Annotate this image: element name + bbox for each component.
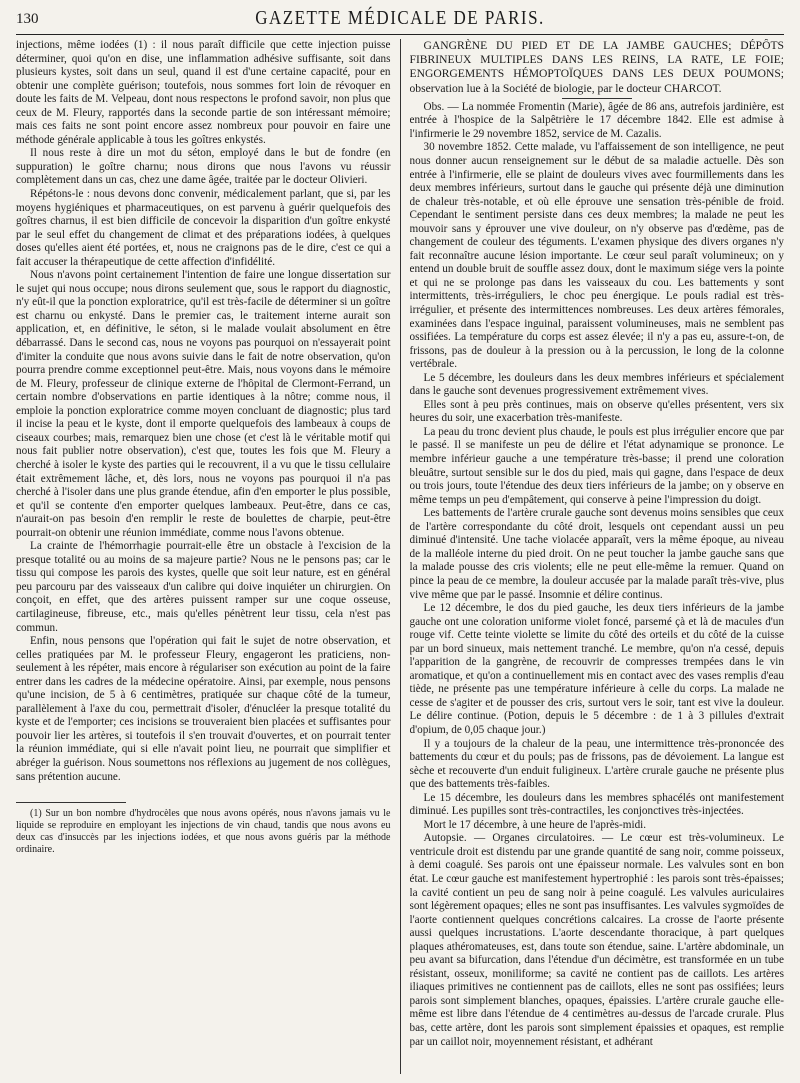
column-divider bbox=[400, 39, 401, 1074]
two-column-body bbox=[16, 39, 784, 1074]
paragraph: Autopsie. — Organes circulatoires. — Le cœur est très-volumineux. Le ventricule droit est distendu par une grande quantité de sang noir, comme poisseux, à demi coagulé. Ses parois ont une épaisseur normale. Les valvules sont en bon état. Le cœur gauche est manifestement hypertrophié : les parois sont très-épaisses; la cavité contient un peu de sang noir à peine coagulé. Les valvules auriculaires sont légèrement opaques; elles ne sont pas insuffisantes. Les valvules sygmoïdes de l'aorte contiennent quelques concrétions calcaires. La crosse de l'aorte présente aussi quelques incrustations. L'aorte descendante thoracique, à part quelques plaques athéromateuses, est, dans toute son étendue, saine. L'artère abdominale, un peu avant sa bifurcation, dans l'étendue d'un décimètre, est transformée en un tube résistant, osseux, moniliforme; sa cavité ne contient pas de caillots. Les artères iliaques primitives ne contiennent pas de caillots, elles ne sont pas ossifiées; leurs parois sont simplement blanches, opaques, épaissies. L'artère crurale gauche elle-même est libre dans l'étendue de 4 centimètres au-dessus de l'arcade crurale. Plus bas, cette artère, dont les parois sont simplement épaissies et opaques, est remplie par un caillot noir, moyennement résistant, et adhérant bbox=[409, 832, 784, 1048]
article-heading: GANGRÈNE DU PIED ET DE LA JAMBE GAUCHES; DÉPÔTS FIBRINEUX MULTIPLES DANS LES REINS, LA RATE, LE FOIE; ENGORGEMENTS HÉMOPTOÏQUES DANS LES DEUX POUMONS; observation lue à la Société de biologie, par le docteur CHARCOT. bbox=[409, 39, 784, 95]
paragraph: Le 15 décembre, les douleurs dans les membres sphacélés ont manifestement diminué. Les pupilles sont très-contractiles, les conjonctives très-injectées. bbox=[409, 791, 784, 818]
paragraph: Le 5 décembre, les douleurs dans les deux membres inférieurs et spécialement dans le gauche sont devenues progressivement extrêmement vives. bbox=[409, 371, 784, 398]
paragraph: La peau du tronc devient plus chaude, le pouls est plus irrégulier encore que par le passé. Il se manifeste un peu de délire et l'état adynamique se prononce. Le membre inférieur gauche a une température très-basse; il prend une coloration bleuâtre, surtout sensible sur le dos du pied, mais qui gagne, dans l'espace de deux ou trois jours, toute l'étendue des deux tiers inférieurs de la jambe; on y observe en même temps un peu d'empâtement, qui conserve à peine l'impression du doigt. bbox=[409, 425, 784, 506]
journal-title: GAZETTE MÉDICALE DE PARIS. bbox=[255, 6, 545, 29]
paragraph: Les battements de l'artère crurale gauche sont devenus moins sensibles que ceux de l'artère correspondante du côté droit, lesquels ont cependant aussi un peu diminué d'intensité. Une tache violacée apparaît, vers la même époque, au niveau de la malléole interne du pied droit. On ne peut toucher la jambe gauche sans que la malade pousse des cris violents; elle ne peut elle-même la remuer. Quand on pince la peau de ce membre, la douleur accusée par la malade paraît très-vive, plus vive même que par le passé. Insomnie et délire continus. bbox=[409, 507, 784, 601]
footnote-rule bbox=[16, 802, 126, 803]
paragraph: Nous n'avons point certainement l'intention de faire une longue dissertation sur le sujet qui nous occupe; nous dirons seulement que, sous le rapport du diagnostic, n'y eût-il que la ponction exploratrice, qu'il est très-facile de déterminer si un goître est charnu ou enkysté. Dans le premier cas, le traitement interne aurait son application, et, en définitive, le séton, si le malade voulait absolument en être débarrassé. Dans le second cas, nous ne voyons pas pourquoi on n'essayerait point d'imiter la conduite que nous avons suivie dans le fait de notre observation, qu'on pourra prendre comme exceptionnel peut-être. Mais, nous voyons dans le mémoire de M. Fleury, professeur de clinique externe de l'hôpital de Clermont-Ferrand, un certain nombre d'observations en partie identiques à la nôtre; comme nous, il emploie la ponction exploratrice comme moyen concluant de diagnostic; plus tard il incise la peau et le kyste, dont il emporte quelquefois des lambeaux à coups de ciseaux courbes; mais, remarquez bien une chose (et c'est là le véritable motif qui nous fait publier notre observation), c'est que, toutes les fois que M. Fleury a cherché à isoler le kyste des parties qui le recouvrent, il a vu que le tissu cellulaire était extrêmement lâche, et, dès lors, nous ne voyons pas pourquoi il n'a pas cherché à l'isoler dans une plus grande étendue, afin d'en emporter le plus possible, et qu'il se contente d'en emporter quelques lambeaux. Peut-être, dans ce cas, n'aurait-on pas besoin d'en remplir le reste de boulettes de charpie, peut-être pourrait-on obtenir une réunion immédiate, comme nous l'avons obtenue. bbox=[16, 269, 391, 539]
paragraph: Obs. — La nommée Fromentin (Marie), âgée de 86 ans, autrefois jardinière, est entrée à l'hospice de la Salpêtrière le 17 décembre 1842. Elle est admise à l'infirmerie le 29 novembre 1852, service de M. Cazalis. bbox=[409, 100, 784, 140]
heading-rule bbox=[562, 98, 632, 99]
paragraph: Elles sont à peu près continues, mais on observe qu'elles présentent, vers six heures du soir, une exacerbation très-manifeste. bbox=[409, 398, 784, 425]
paragraph: Enfin, nous pensons que l'opération qui fait le sujet de notre observation, et celles pratiquées par M. le professeur Fleury, engageront les praticiens, non-seulement à les répéter, mais encore à régulariser son exécution au point de la faire entrer dans les cadres de la médecine opératoire. Ainsi, par exemple, nous pensons qu'une incision, de 5 à 6 centimètres, pratiquée sur chaque côté de la tumeur, parallèlement à l'axe du cou, permettrait d'isoler, d'énucléer la presque totalité du kyste et de l'emporter; ces incisions se trouveraient bien placées et suffisantes pour pouvoir lier les artères, si toutefois il s'en trouvait d'ouvertes, et on pourrait tenter la réunion immédiate, qui si elle n'avait point lieu, ne pourrait que simplifier et abréger la guérison. Nous soumettons nos réflexions au jugement de nos collègues, sans prétention aucune. bbox=[16, 635, 391, 783]
page-header bbox=[16, 8, 784, 35]
paragraph: Mort le 17 décembre, à une heure de l'après-midi. bbox=[423, 818, 647, 831]
paragraph: Répétons-le : nous devons donc convenir, médicalement parlant, que si, par les moyens hygiéniques et pharmaceutiques, on est parvenu à guérir quelquefois des goîtres charnus, il est bien difficile de concevoir la disparition d'un goître enkysté par le seul effet du changement de climat et des préparations iodées, à quelques doses qu'elles aient été portées, et, nous ne craignons pas de le dire, c'est ce qui a fait accuser la thérapeutique de cette affection d'infidélité. bbox=[16, 188, 391, 268]
right-column bbox=[410, 39, 785, 1074]
paragraph: 30 novembre 1852. Cette malade, vu l'affaissement de son intelligence, ne peut nous donner aucun renseignement sur le début de sa maladie actuelle. Dès son entrée à l'infirmerie, elle se plaint de douleurs vives avec fourmillements dans les deux membres inférieurs, surtout dans le gauche qui présente déjà une diminution de chaleur très-notable, et où elle éprouve une sensation très-pénible de froid. Cependant le sentiment persiste dans ces deux membres; la malade ne peut les mouvoir sans y éprouver une vive douleur, on n'y observe pas d'œdème, pas de changement de couleur des téguments. L'examen physique des divers organes n'y fait reconnaître aucune lésion importante. Le cœur seul paraît volumineux; on y entend un double bruit de souffle assez doux, dont le maximum siége vers la pointe et qui ne se prolonge pas dans les vaisseaux du cou. Les battements y sont intermittents, très-irréguliers, le choc peu énergique. Le pouls radial est très-irrégulier, et présente des intermittences nombreuses. Les deux artères fémorales, examinées dans l'espace inguinal, paraissent volumineuses, mais ne semblent pas ossifiées. La température du corps est assez élevée; il n'y a pas eu, assure-t-on, de frissons, pas de douleur à la pression ou à la percussion, le long de la colonne vertébrale. bbox=[409, 141, 784, 371]
left-column bbox=[16, 39, 391, 1074]
paragraph: Le 12 décembre, le dos du pied gauche, les deux tiers inférieurs de la jambe gauche ont une coloration uniforme violet foncé, parsemé çà et là de macules d'un rouge vif. Cette teinte violette se limite du côté des orteils et du côté de la cuisse par un bord sinueux, mais nettement tranché. Le membre, qu'on n'a cessé, depuis l'apparition de la gangrène, de recouvrir de compresses trempées dans le vin aromatique, et qu'on a continuellement mis en contact avec des vases remplis d'eau tiède, ne présente pas une température inférieure à celle du corps. La malade ne cesse de s'agiter et de pousser des cris, surtout vers le soir, tant est vive la douleur. Le délire continue. (Potion, depuis le 5 décembre : de 1 à 3 pillules d'extrait d'opium, de 0,05 chaque jour.) bbox=[409, 602, 784, 736]
paragraph: La crainte de l'hémorrhagie pourrait-elle être un obstacle à l'excision de la presque totalité ou au moins de sa majeure partie? Nous ne le pensons pas; car le tissu qui compose les parois des kystes, quelle que soit leur nature, est en général peu parcouru par des vaisseaux d'un calibre qui doive inquiéter un chirurgien. On conçoit, en effet, que des artères puissent ramper sur une coque osseuse, cartilagineuse, fibreuse, etc., mais qu'elles pénètrent leur tissu, cela n'est pas commun. bbox=[16, 540, 391, 634]
paragraph: Il nous reste à dire un mot du séton, employé dans le but de fondre (en suppuration) le goître charnu; nous dirons que nous l'avons vu réussir complètement dans un cas, chez une dame âgée, traitée par le docteur Olivieri. bbox=[16, 147, 391, 187]
page-number: 130 bbox=[16, 11, 39, 27]
paragraph: injections, même iodées (1) : il nous paraît difficile que cette injection puisse déterminer, quoi qu'on en dise, une inflammation adhésive suffisante, soit dans plusieurs kystes, soit dans un seul, quand il est d'une certaine capacité, pour en obtenir une complète guérison; toutefois, nous sommes fort loin de révoquer en doute les faits de M. Velpeau, dont nous respectons le profond savoir, non plus que ceux de M. Fleury, rapportés dans la seconde partie de son intéressant mémoire; mais ces faits ne sont point encore assez nombreux pour pouvoir en faire une méthode générale applicable à tous les goîtres enkystés. bbox=[16, 39, 391, 146]
footnote: (1) Sur un bon nombre d'hydrocèles que nous avons opérés, nous n'avons jamais vu le liquide se reproduire en employant les injections de vin chaud, tandis que nous avons eu deux cas d'insuccès par les injections iodées, et que nous avons guéris par la méthode ordinaire. bbox=[16, 808, 391, 856]
paragraph: Il y a toujours de la chaleur de la peau, une intermittence très-prononcée des battements du cœur et du pouls; pas de frissons, pas de dévoiement. La langue est sèche et recouverte d'un enduit fuligineux. L'artère crurale gauche ne présente plus que des battements très-faibles. bbox=[409, 737, 784, 791]
